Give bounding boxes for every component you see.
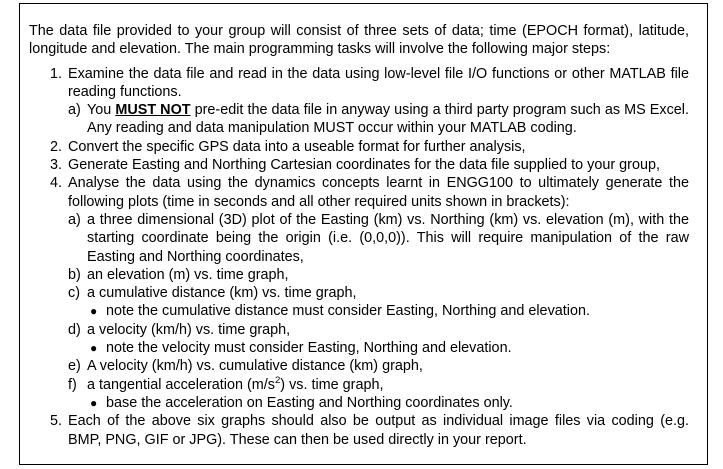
substep-item bbox=[68, 284, 689, 321]
substep-text: A velocity (km/h) vs. cumulative distance (km) graph, bbox=[87, 358, 423, 375]
substep-item bbox=[68, 101, 689, 138]
bullet-list bbox=[87, 302, 689, 320]
step-number: 5. bbox=[50, 413, 63, 430]
step-number: 1. bbox=[50, 65, 63, 82]
step-text: Examine the data file and read in the data using low-level file I/O functions or other MATLAB file reading functions. bbox=[68, 65, 689, 100]
substep-item bbox=[68, 357, 689, 375]
step-text: Convert the specific GPS data into a useable format for further analysis, bbox=[68, 138, 526, 155]
substep-letter: f) bbox=[68, 376, 77, 393]
substep-letter: e) bbox=[68, 358, 81, 375]
bullet-item bbox=[87, 302, 689, 320]
substeps-list bbox=[68, 101, 689, 138]
bullet-item bbox=[87, 394, 689, 412]
substep-text: a velocity (km/h) vs. time graph, bbox=[87, 321, 291, 338]
bullet-item bbox=[87, 339, 689, 357]
step-number: 3. bbox=[50, 157, 63, 174]
bullet-text: note the cumulative distance must consider Easting, Northing and elevation. bbox=[106, 303, 590, 320]
substep-item bbox=[68, 266, 689, 284]
step-item bbox=[29, 156, 689, 174]
bullet-text: note the velocity must consider Easting, Northing and elevation. bbox=[106, 340, 512, 357]
substep-item bbox=[68, 376, 689, 413]
bullet-icon: ● bbox=[90, 304, 98, 319]
substep-text: You bbox=[87, 102, 116, 119]
step-number: 4. bbox=[50, 175, 63, 192]
bullet-list bbox=[87, 394, 689, 412]
substep-letter: c) bbox=[68, 285, 80, 302]
step-item bbox=[29, 174, 689, 412]
step-text: Generate Easting and Northing Cartesian coordinates for the data file supplied to your group, bbox=[68, 157, 660, 174]
steps-list bbox=[29, 65, 689, 449]
substep-letter: d) bbox=[68, 321, 81, 338]
substep-letter: a) bbox=[68, 211, 81, 228]
step-text: Analyse the data using the dynamics concepts learnt in ENGG100 to ultimately generate the following plots (time in seconds and all other required units shown in brackets): bbox=[68, 175, 689, 210]
substep-item bbox=[68, 321, 689, 358]
substeps-list bbox=[68, 211, 689, 412]
step-item bbox=[29, 65, 689, 138]
step-item bbox=[29, 138, 689, 156]
bullet-icon: ● bbox=[90, 341, 98, 356]
document-body bbox=[29, 22, 689, 449]
substep-text: pre-edit the data file in anyway using a third party program such as MS Excel. Any reading and data manipulation MUST occur within your MATLAB coding. bbox=[87, 102, 689, 137]
step-item bbox=[29, 412, 689, 449]
substep-letter: a) bbox=[68, 102, 81, 119]
substep-text: ) vs. time graph, bbox=[280, 376, 384, 393]
emphasis-text: MUST NOT bbox=[115, 102, 191, 119]
bullet-text: base the acceleration on Easting and Northing coordinates only. bbox=[106, 394, 513, 411]
step-number: 2. bbox=[50, 138, 63, 155]
step-text: Each of the above six graphs should also be output as individual image files via coding (e.g. BMP, PNG, GIF or JPG). These can then be used directly in your report. bbox=[68, 413, 689, 448]
substep-text: a cumulative distance (km) vs. time graph, bbox=[87, 285, 357, 302]
substep-text: an elevation (m) vs. time graph, bbox=[87, 266, 289, 283]
bullet-list bbox=[87, 339, 689, 357]
intro-paragraph: The data file provided to your group will consist of three sets of data; time (EPOCH format), latitude, longitude and elevation. The main programming tasks will involve the following major steps: bbox=[29, 23, 689, 58]
substep-text: a three dimensional (3D) plot of the Easting (km) vs. Northing (km) vs. elevation (m), with the starting coordinate being the origin (i.e. (0,0,0)). This will require manipulation of the raw Easting and Northing coordinates, bbox=[87, 211, 689, 265]
substep-text: a tangential acceleration (m/s bbox=[87, 376, 275, 393]
substep-item bbox=[68, 211, 689, 266]
substep-letter: b) bbox=[68, 266, 81, 283]
bullet-icon: ● bbox=[90, 395, 98, 410]
superscript: 2 bbox=[274, 374, 281, 386]
